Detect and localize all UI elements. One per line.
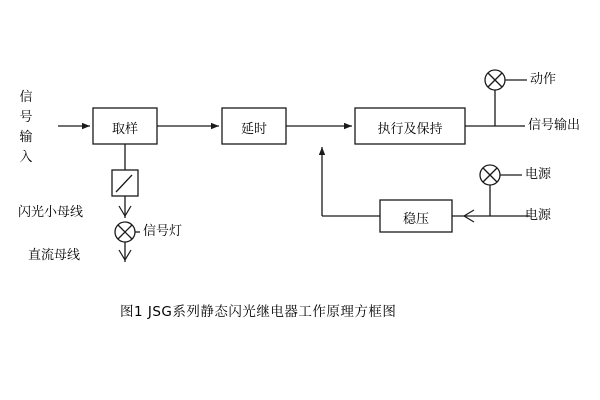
figure-caption: 图1 JSG系列静态闪光继电器工作原理方框图 (120, 304, 397, 320)
label-power-top: 电源 (525, 167, 552, 182)
label-power-bottom: 电源 (525, 208, 552, 223)
label-flash-bus: 闪光小母线 (18, 205, 84, 220)
block-label-voltage-regulator: 稳压 (402, 212, 429, 227)
block-label-sampling: 取样 (111, 122, 138, 137)
label-signal-lamp: 信号灯 (143, 224, 183, 239)
label-dc-bus: 直流母线 (28, 248, 81, 263)
block-label-execute-hold: 执行及保持 (377, 122, 443, 137)
label-action: 动作 (530, 72, 557, 87)
relay-contact-blade (116, 175, 132, 192)
block-label-delay: 延时 (240, 122, 267, 137)
label-signal-output: 信号输出 (528, 118, 581, 133)
label-signal-input: 信号输入 (19, 90, 33, 165)
